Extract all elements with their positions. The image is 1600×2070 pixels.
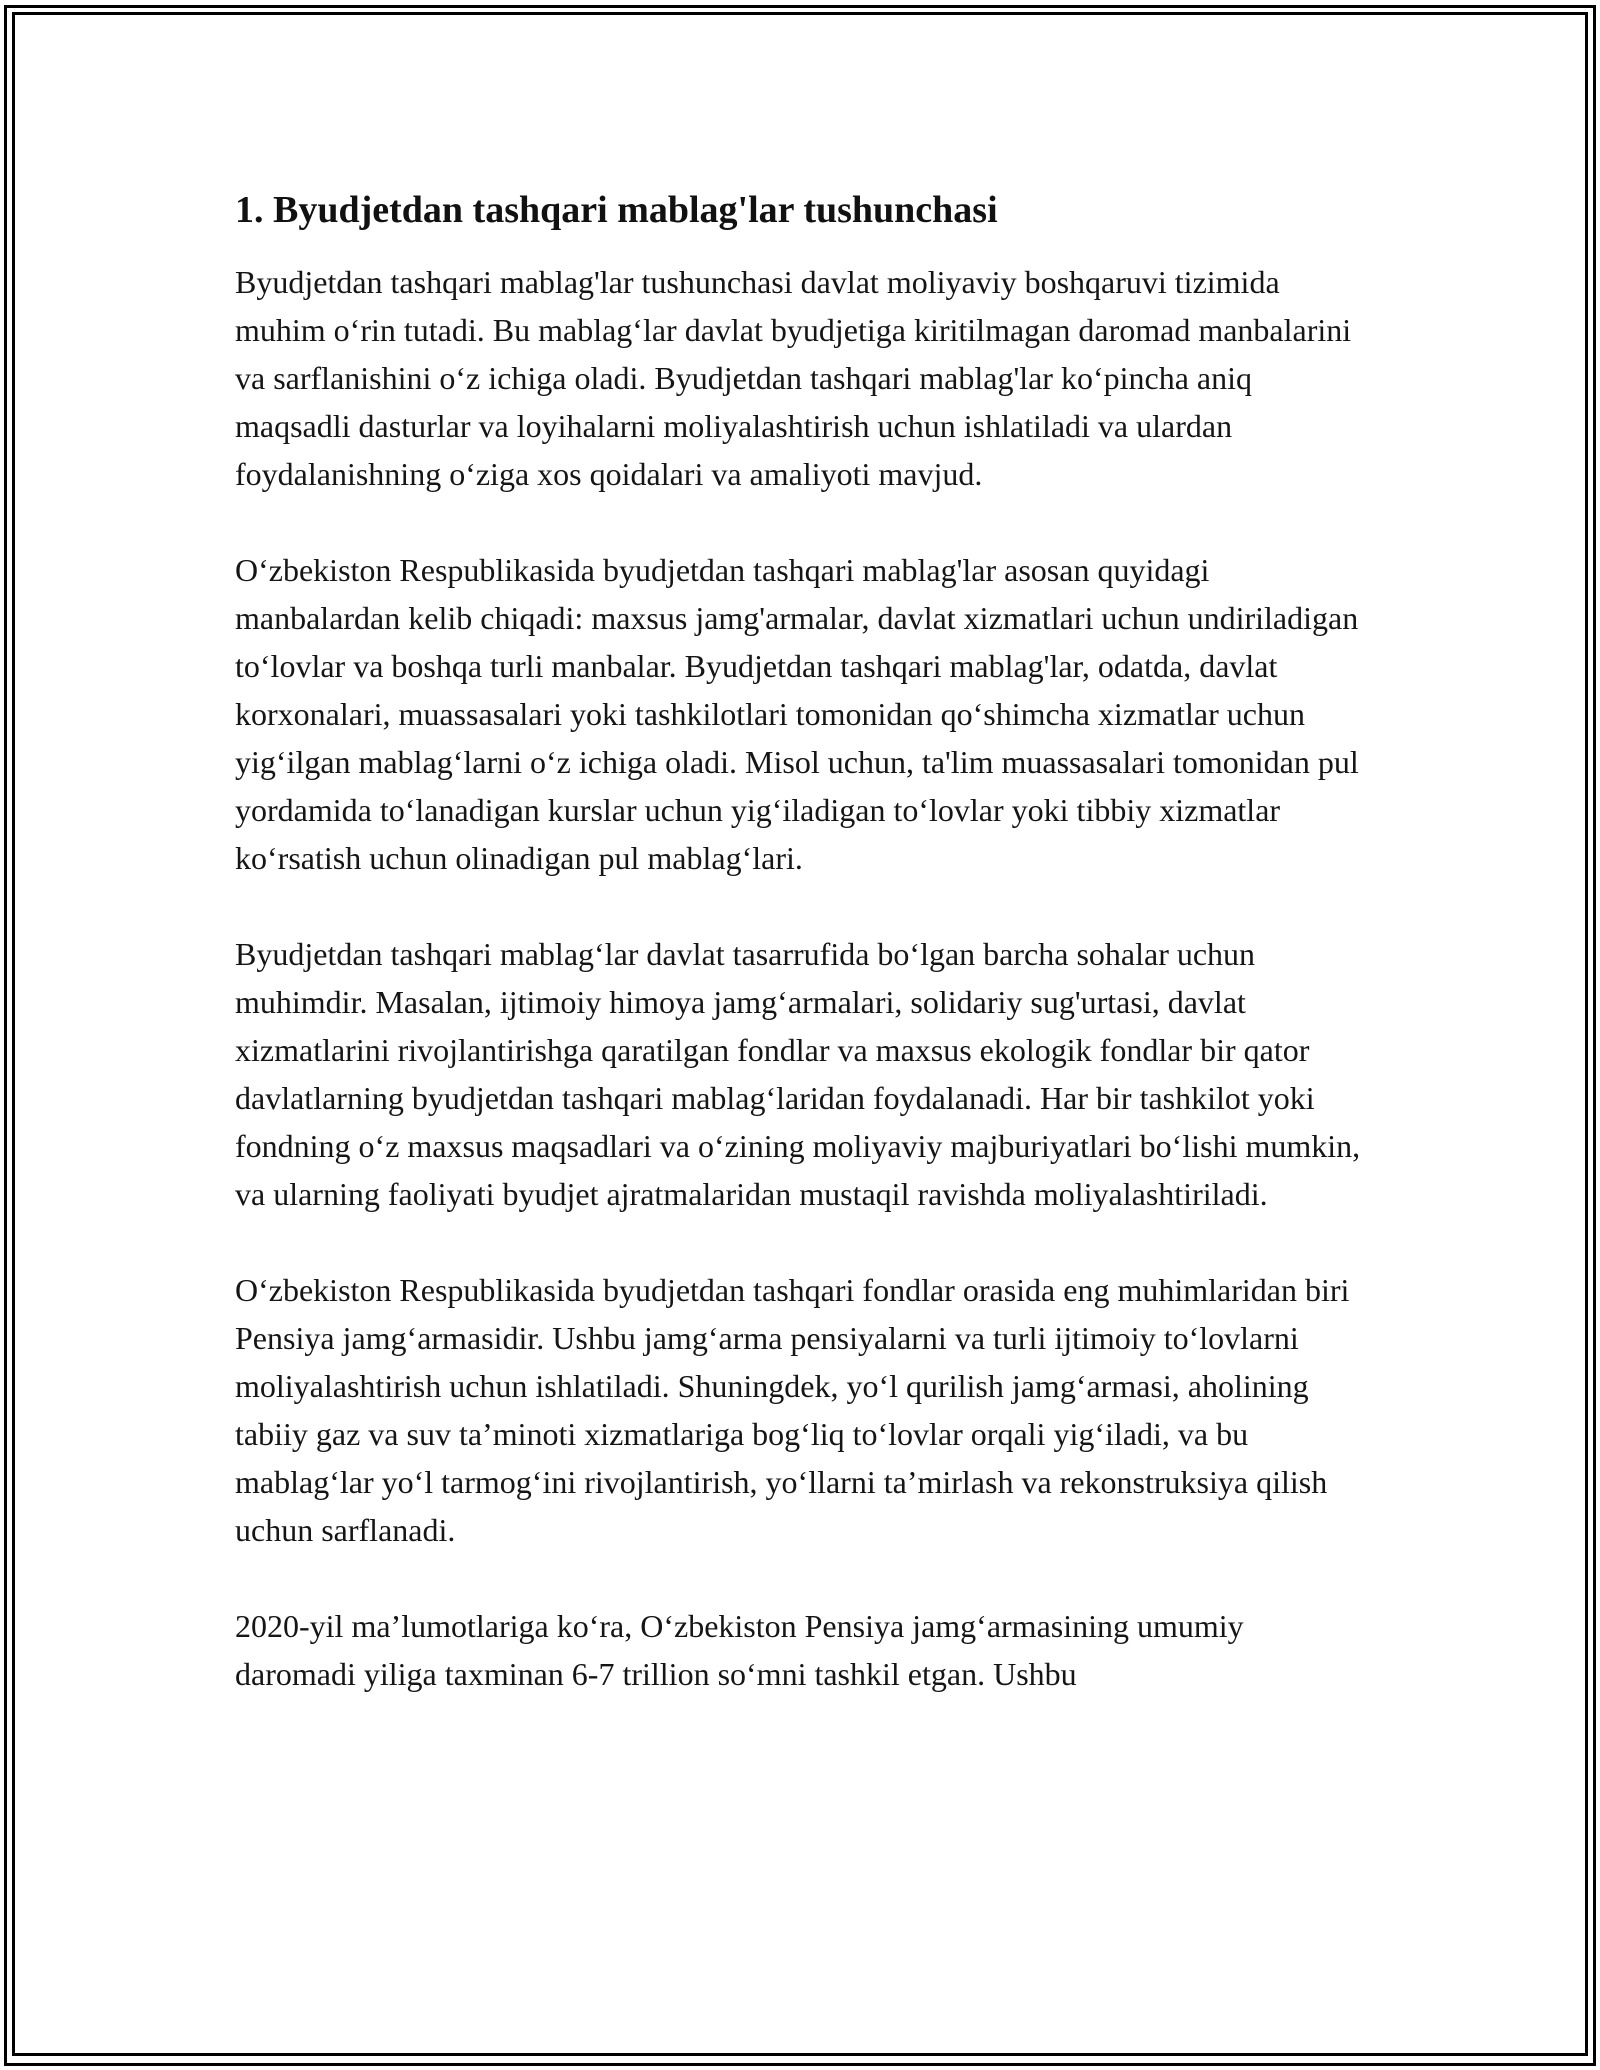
paragraph-2: O‘zbekiston Respublikasida byudjetdan tashqari mablag'lar asosan quyidagi manbalardan kelib chiqadi: maxsus jamg'armalar, davlat xizmatlari uchun undiriladigan to‘lovlar va boshqa turli manbalar. Byudjetdan tashqari mablag'lar, odatda, davlat korxonalari, muassasalari yoki tashkilotlari tomonidan qo‘shimcha xizmatlar uchun yig‘ilgan mablag‘larni o‘z ichiga oladi. Misol uchun, ta'lim muassasalari tomonidan pul yordamida to‘lanadigan kurslar uchun yig‘iladigan to‘lovlar yoki tibbiy xizmatlar ko‘rsatish uchun olinadigan pul mablag‘lari. bbox=[235, 552, 1359, 876]
paragraph-4: O‘zbekiston Respublikasida byudjetdan tashqari fondlar orasida eng muhimlaridan biri Pensiya jamg‘armasidir. Ushbu jamg‘arma pensiyalarni va turli ijtimoiy to‘lovlarni moliyalashtirish uchun ishlatiladi. Shuningdek, yo‘l qurilish jamg‘armasi, aholining tabiiy gaz va suv ta’minoti xizmatlariga bog‘liq to‘lovlar orqali yig‘iladi, va bu mablag‘lar yo‘l tarmog‘ini rivojlantirish, yo‘llarni ta’mirlash va rekonstruksiya qilish uchun sarflanadi. bbox=[235, 1272, 1350, 1548]
paragraph-1: Byudjetdan tashqari mablag'lar tushunchasi davlat moliyaviy boshqaruvi tizimida muhim o‘rin tutadi. Bu mablag‘lar davlat byudjetiga kiritilmagan daromad manbalarini va sarflanishini o‘z ichiga oladi. Byudjetdan tashqari mablag'lar ko‘pincha aniq maqsadli dasturlar va loyihalarni moliyalashtirish uchun ishlatiladi va ulardan foydalanishning o‘ziga xos qoidalari va amaliyoti mavjud. bbox=[235, 264, 1352, 492]
document-body bbox=[235, 186, 1370, 1746]
section-heading: 1. Byudjetdan tashqari mablag'lar tushunchasi bbox=[235, 189, 998, 231]
paragraph-5: 2020-yil ma’lumotlariga ko‘ra, O‘zbekiston Pensiya jamg‘armasining umumiy daromadi yiliga taxminan 6-7 trillion so‘mni tashkil etgan. Ushbu bbox=[235, 1608, 1244, 1692]
paragraph-3: Byudjetdan tashqari mablag‘lar davlat tasarrufida bo‘lgan barcha sohalar uchun muhimdir. Masalan, ijtimoiy himoya jamg‘armalari, solidariy sug'urtasi, davlat xizmatlarini rivojlantirishga qaratilgan fondlar va maxsus ekologik fondlar bir qator davlatlarning byudjetdan tashqari mablag‘laridan foydalanadi. Har bir tashkilot yoki fondning o‘z maxsus maqsadlari va o‘zining moliyaviy majburiyatlari bo‘lishi mumkin, va ularning faoliyati byudjet ajratmalaridan mustaqil ravishda moliyalashtiriladi. bbox=[235, 936, 1361, 1212]
